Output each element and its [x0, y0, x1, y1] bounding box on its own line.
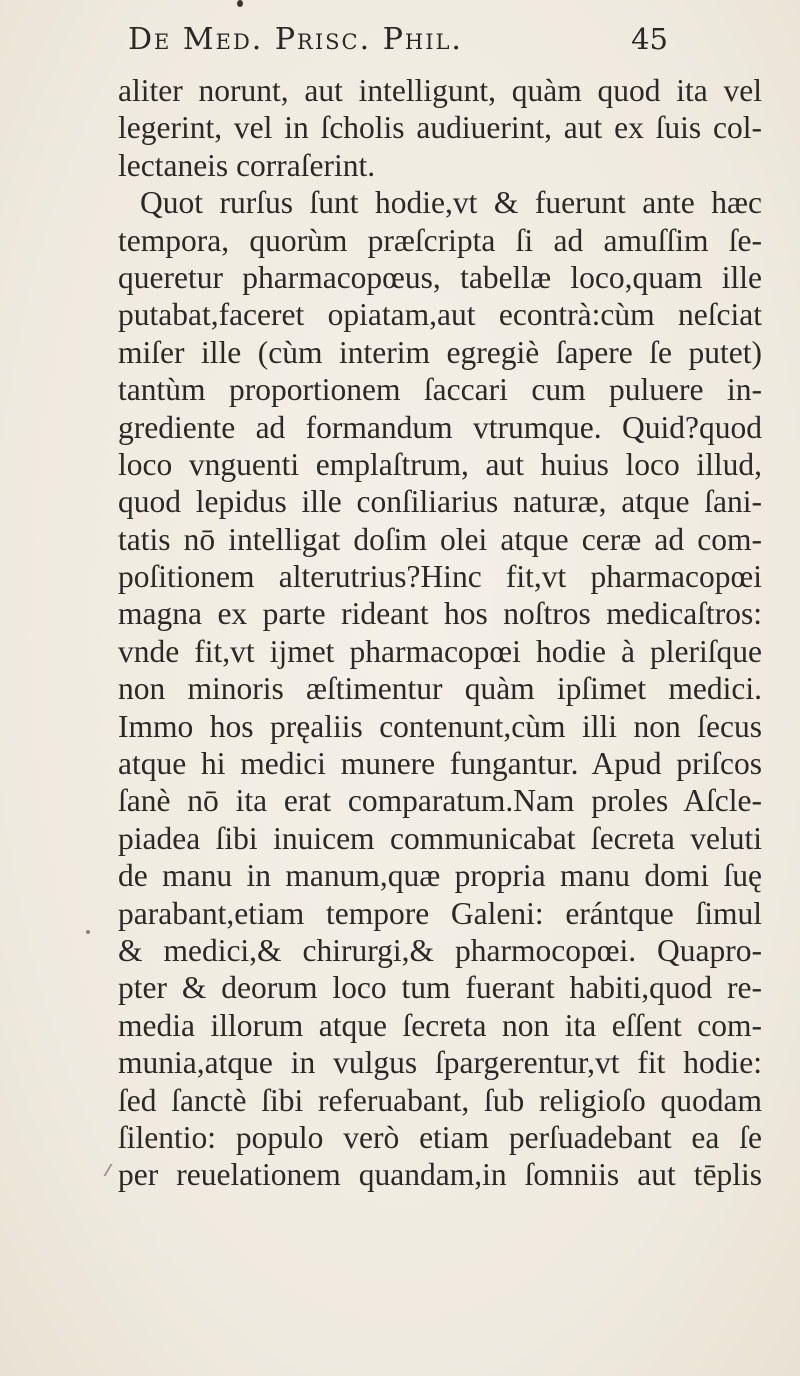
- text-line: & medici,& chirurgi,& pharmocopœi. Quapro-: [118, 932, 762, 968]
- margin-dot: [86, 930, 90, 934]
- text-line: ſilentio: populo verò etiam perſuadebant ea ſe: [118, 1119, 762, 1155]
- text-line: aliter norunt, aut intelligunt, quàm quod ita vel: [118, 73, 762, 108]
- text-line: media illorum atque ſecreta non ita eſſent com-: [118, 1007, 762, 1043]
- text-line: tatis nō intelligat doſim olei atque ceræ ad com-: [118, 521, 762, 557]
- text-line: tantùm proportionem ſaccari cum puluere in-: [118, 372, 762, 408]
- text-line: de manu in manum,quæ propria manu domi ſuę: [118, 858, 762, 894]
- ink-mark: [237, 0, 243, 7]
- text-line: Immo hos pręaliis contenunt,cùm illi non ſecus: [118, 708, 762, 744]
- text-line: lectaneis corraſerint.: [118, 147, 376, 183]
- text-line: quod lepidus ille conſiliarius naturæ, atque ſani-: [118, 484, 762, 520]
- text-line: legerint, vel in ſcholis audiuerint, aut ex ſuis col-: [118, 110, 762, 146]
- text-line: poſitionem alterutrius?Hinc fit,vt pharmacopœi: [118, 559, 762, 595]
- text-line: vnde fit,vt ijmet pharmacopœi hodie à pleriſque: [118, 633, 762, 669]
- text-line: loco vnguenti emplaſtrum, aut huius loco illud,: [118, 446, 762, 482]
- text-line: miſer ille (cùm interim egregiè ſapere ſe putet): [118, 334, 762, 370]
- text-line: pter & deorum loco tum fuerant habiti,quod re-: [118, 970, 762, 1006]
- text-line: tempora, quorùm præſcripta ſi ad amuſſim ſe-: [118, 222, 762, 258]
- running-head: [108, 22, 668, 66]
- text-line: ſed ſanctè ſibi referuabant, ſub religioſo quodam: [118, 1082, 762, 1118]
- text-line: magna ex parte rideant hos noſtros medicaſtros:: [118, 596, 762, 632]
- text-line: Quot rurſus ſunt hodie,vt & fuerunt ante hæc: [140, 185, 762, 221]
- page-number: 45: [631, 22, 668, 56]
- text-line: piadea ſibi inuicem communicabat ſecreta veluti: [118, 820, 762, 856]
- text-line: grediente ad formandum vtrumque. Quid?quod: [118, 409, 762, 445]
- text-line: parabant,etiam tempore Galeni: erántque ſimul: [118, 895, 762, 931]
- text-line: per reuelationem quandam,in ſomniis aut tēplis: [118, 1157, 762, 1193]
- running-head-title: De Med. Prisc. Phil.: [128, 22, 463, 57]
- body-text: [118, 72, 783, 1194]
- text-line: putabat,faceret opiatam,aut econtrà:cùm neſciat: [118, 297, 762, 333]
- text-line: non minoris æſtimentur quàm ipſimet medici.: [118, 671, 762, 707]
- text-line: munia,atque in vulgus ſpargerentur,vt fit hodie:: [118, 1045, 762, 1081]
- text-line: ſanè nō ita erat comparatum.Nam proles Aſcle-: [118, 783, 762, 819]
- text-line: atque hi medici munere fungantur. Apud priſcos: [118, 746, 762, 782]
- text-line: queretur pharmacopœus, tabellæ loco,quam ille: [118, 259, 762, 295]
